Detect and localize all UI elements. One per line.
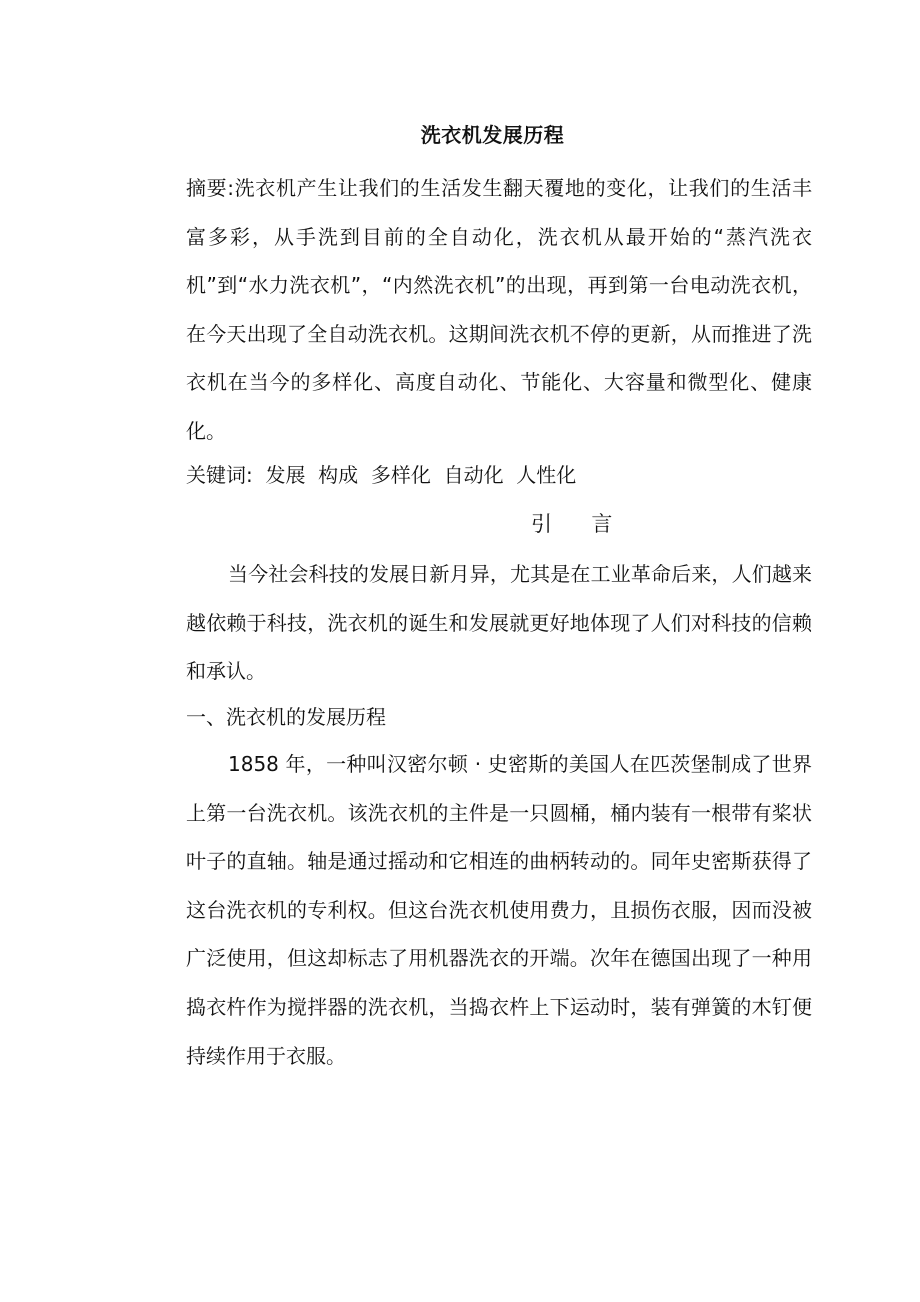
introduction-heading: 引 言 — [531, 512, 614, 536]
history-paragraph: 1858 年，一种叫汉密尔顿 · 史密斯的美国人在匹茨堡制成了世界上第一台洗衣机。该洗衣机的主件是一只圆桶，桶内装有一根带有桨状叶子的直轴。轴是通过摇动和它相连的曲柄转动的。同年史密斯获得了这台洗衣机的专利权。但这台洗衣机使用费力，且损伤衣服，因而没被广泛使用，但这却标志了用机器洗衣的开端。次年在德国出现了一种用捣衣杵作为搅拌器的洗衣机，当捣衣杵上下运动时，装有弹簧的木钉便持续作用于衣服。 — [186, 752, 812, 1068]
section-heading: 一、洗衣机的发展历程 — [186, 705, 386, 729]
keywords-line: 关键词: 发展 构成 多样化 自动化 人性化 — [186, 463, 577, 487]
document-title: 洗衣机发展历程 — [420, 123, 565, 147]
introduction-paragraph: 当今社会科技的发展日新月异，尤其是在工业革命后来，人们越来越依赖于科技，洗衣机的诞生和发展就更好地体现了人们对科技的信赖和承认。 — [186, 562, 812, 684]
abstract-paragraph: 摘要:洗衣机产生让我们的生活发生翻天覆地的变化，让我们的生活丰富多彩，从手洗到目前的全自动化，洗衣机从最开始的“蒸汽洗衣机”到“水力洗衣机”，“内然洗衣机”的出现，再到第一台电动洗衣机，在今天出现了全自动洗衣机。这期间洗衣机不停的更新，从而推进了洗衣机在当今的多样化、高度自动化、节能化、大容量和微型化、健康化。 — [186, 176, 812, 443]
